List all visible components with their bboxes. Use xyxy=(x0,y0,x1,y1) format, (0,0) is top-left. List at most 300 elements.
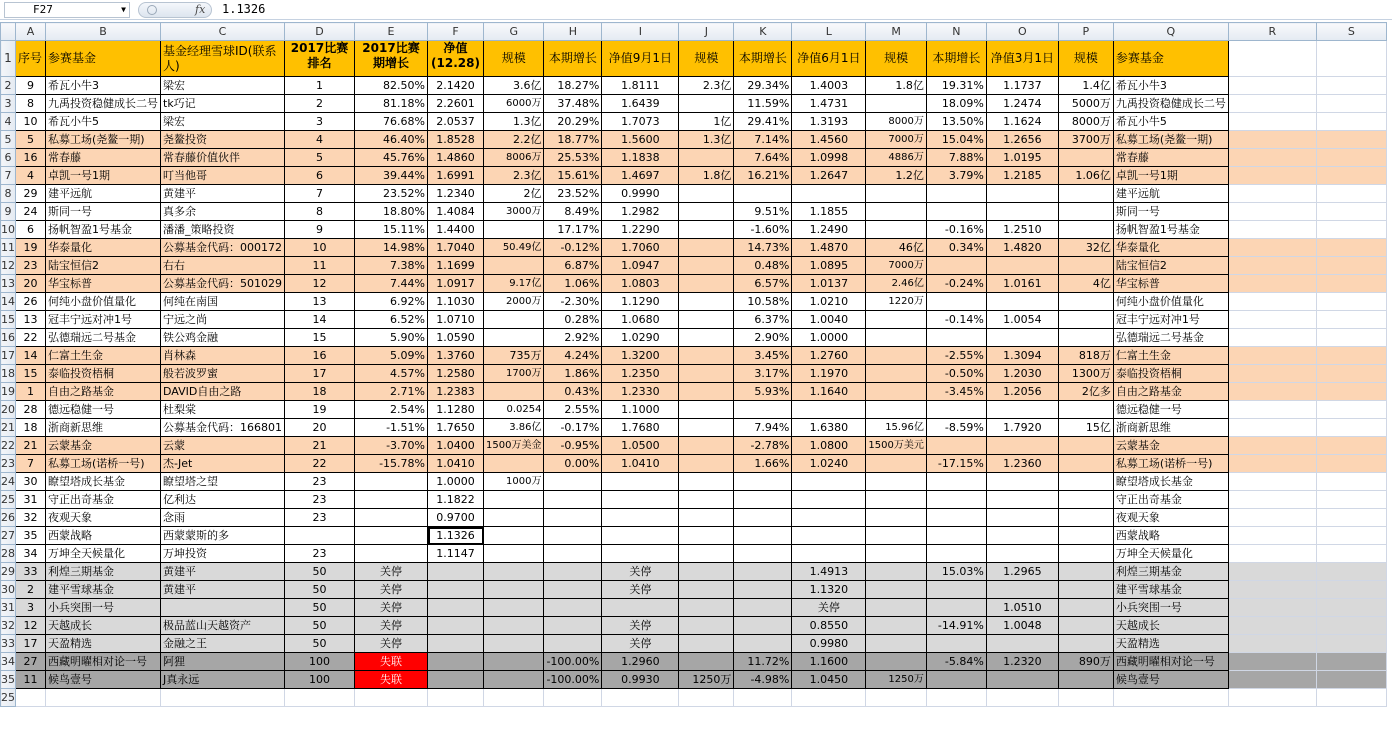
row-header[interactable]: 29 xyxy=(1,563,16,581)
cell[interactable]: 1.2185 xyxy=(986,167,1058,185)
cell[interactable] xyxy=(544,563,602,581)
cell[interactable] xyxy=(679,293,734,311)
cell[interactable]: 1.3亿 xyxy=(484,113,544,131)
cell[interactable]: 2.3亿 xyxy=(679,77,734,95)
cell[interactable] xyxy=(428,671,484,689)
cell[interactable] xyxy=(866,635,926,653)
cell[interactable]: 7.38% xyxy=(355,257,428,275)
cell[interactable] xyxy=(1058,437,1113,455)
cell[interactable]: 关停 xyxy=(355,563,428,581)
cell[interactable]: 15.61% xyxy=(544,167,602,185)
cell[interactable] xyxy=(1058,671,1113,689)
cell[interactable]: 1.2340 xyxy=(428,185,484,203)
column-title[interactable]: 基金经理雪球ID(联系人) xyxy=(161,41,285,77)
cell[interactable]: 1.4亿 xyxy=(1058,77,1113,95)
cell[interactable]: -0.14% xyxy=(926,311,986,329)
cell[interactable]: 极品蓝山天越资产 xyxy=(161,617,285,635)
column-header-b[interactable]: B xyxy=(46,23,161,41)
cell[interactable]: 候鸟壹号 xyxy=(46,671,161,689)
cell[interactable] xyxy=(926,491,986,509)
cell[interactable]: 斯同一号 xyxy=(1113,203,1228,221)
chevron-down-icon[interactable]: ▼ xyxy=(121,5,126,14)
cell[interactable]: tk巧记 xyxy=(161,95,285,113)
column-header-p[interactable]: P xyxy=(1058,23,1113,41)
cell[interactable] xyxy=(1316,437,1386,455)
cell[interactable]: DAVID自由之路 xyxy=(161,383,285,401)
cell[interactable] xyxy=(1316,509,1386,527)
cell[interactable] xyxy=(1228,599,1316,617)
cell[interactable]: 1250万 xyxy=(679,671,734,689)
cell[interactable]: 1.1640 xyxy=(792,383,866,401)
cell[interactable] xyxy=(926,689,986,707)
cell[interactable] xyxy=(986,203,1058,221)
cell[interactable] xyxy=(1228,617,1316,635)
cell[interactable]: 18.09% xyxy=(926,95,986,113)
cell[interactable] xyxy=(679,185,734,203)
cell[interactable]: 3.86亿 xyxy=(484,419,544,437)
cell[interactable]: 华泰量化 xyxy=(1113,239,1228,257)
cell[interactable]: -0.17% xyxy=(544,419,602,437)
cell[interactable]: 12 xyxy=(16,617,46,635)
cell[interactable] xyxy=(1228,149,1316,167)
cell[interactable]: 1.2656 xyxy=(986,131,1058,149)
cell[interactable] xyxy=(1316,329,1386,347)
row-header[interactable]: 20 xyxy=(1,401,16,419)
cell[interactable] xyxy=(544,527,602,545)
cell[interactable]: 2.92% xyxy=(544,329,602,347)
cell[interactable]: 私募工场(尧鳌一期) xyxy=(46,131,161,149)
cell[interactable] xyxy=(679,257,734,275)
cell[interactable]: 5 xyxy=(16,131,46,149)
cell[interactable]: 2 xyxy=(16,581,46,599)
cell[interactable] xyxy=(792,185,866,203)
column-title[interactable]: 2017比赛排名 xyxy=(285,41,355,77)
cell[interactable]: 13.50% xyxy=(926,113,986,131)
cell[interactable]: 1.1030 xyxy=(428,293,484,311)
cell[interactable]: 1.0895 xyxy=(792,257,866,275)
cell[interactable] xyxy=(544,617,602,635)
cell[interactable]: 自由之路基金 xyxy=(46,383,161,401)
cell[interactable] xyxy=(544,689,602,707)
cell[interactable]: 23 xyxy=(285,491,355,509)
cell[interactable] xyxy=(679,545,734,563)
cell[interactable]: 1.8111 xyxy=(602,77,679,95)
column-header-f[interactable]: F xyxy=(428,23,484,41)
cell[interactable]: 弘德瑞远二号基金 xyxy=(46,329,161,347)
cell[interactable]: 冠丰宁远对冲1号 xyxy=(1113,311,1228,329)
cell[interactable] xyxy=(428,581,484,599)
cell[interactable]: 23 xyxy=(285,509,355,527)
cell[interactable] xyxy=(1228,311,1316,329)
cell[interactable]: 1.8亿 xyxy=(866,77,926,95)
cell[interactable]: 2.0537 xyxy=(428,113,484,131)
cell[interactable]: 1.2亿 xyxy=(866,167,926,185)
cell[interactable] xyxy=(484,689,544,707)
cell[interactable] xyxy=(1228,491,1316,509)
row-header[interactable]: 2 xyxy=(1,77,16,95)
cell[interactable]: 1.0803 xyxy=(602,275,679,293)
cell[interactable] xyxy=(734,185,792,203)
cell[interactable] xyxy=(866,545,926,563)
cell[interactable]: 建平远航 xyxy=(46,185,161,203)
cell[interactable]: 34 xyxy=(16,545,46,563)
cell[interactable] xyxy=(1058,563,1113,581)
cell[interactable]: -0.50% xyxy=(926,365,986,383)
cell[interactable]: 万坤全天候量化 xyxy=(1113,545,1228,563)
cell[interactable] xyxy=(1228,689,1316,707)
cell[interactable]: -5.84% xyxy=(926,653,986,671)
cell[interactable] xyxy=(1228,329,1316,347)
cell[interactable]: 1000万 xyxy=(484,473,544,491)
cell[interactable] xyxy=(484,617,544,635)
cell[interactable]: 黄建平 xyxy=(161,563,285,581)
cell[interactable]: 7000万 xyxy=(866,131,926,149)
row-header[interactable]: 30 xyxy=(1,581,16,599)
cell[interactable] xyxy=(679,365,734,383)
cell[interactable]: 18.27% xyxy=(544,77,602,95)
cell[interactable]: 弘德瑞远二号基金 xyxy=(1113,329,1228,347)
cell[interactable] xyxy=(1228,95,1316,113)
cell[interactable] xyxy=(544,545,602,563)
cell[interactable] xyxy=(679,239,734,257)
cell[interactable]: 26 xyxy=(16,293,46,311)
cell[interactable]: 0.9700 xyxy=(428,509,484,527)
cell[interactable] xyxy=(679,95,734,113)
cell[interactable]: 890万 xyxy=(1058,653,1113,671)
cell[interactable] xyxy=(986,527,1058,545)
column-title[interactable]: 规模 xyxy=(484,41,544,77)
cell[interactable] xyxy=(679,347,734,365)
cell[interactable]: 冠丰宁远对冲1号 xyxy=(46,311,161,329)
cell[interactable]: 小兵突围一号 xyxy=(1113,599,1228,617)
column-header-l[interactable]: L xyxy=(792,23,866,41)
cell[interactable]: 守正出奇基金 xyxy=(1113,491,1228,509)
cell[interactable]: 1.1280 xyxy=(428,401,484,419)
cell[interactable] xyxy=(1316,527,1386,545)
cell[interactable]: 30 xyxy=(16,473,46,491)
row-header[interactable]: 14 xyxy=(1,293,16,311)
cell[interactable]: 关停 xyxy=(602,635,679,653)
cell[interactable]: 夜观天象 xyxy=(46,509,161,527)
expand-icon[interactable] xyxy=(147,5,157,15)
cell[interactable]: 1.0210 xyxy=(792,293,866,311)
cell[interactable]: 0.28% xyxy=(544,311,602,329)
name-box[interactable] xyxy=(4,2,130,18)
column-title[interactable]: 本期增长 xyxy=(926,41,986,77)
cell[interactable] xyxy=(866,473,926,491)
formula-input[interactable]: 1.1326 xyxy=(222,2,266,16)
cell[interactable] xyxy=(1228,527,1316,545)
cell[interactable]: 21 xyxy=(16,437,46,455)
cell[interactable]: 2亿多 xyxy=(1058,383,1113,401)
cell[interactable]: 0.43% xyxy=(544,383,602,401)
column-title[interactable]: 规模 xyxy=(1058,41,1113,77)
cell[interactable]: 卓凯一号1期 xyxy=(1113,167,1228,185)
row-header[interactable]: 3 xyxy=(1,95,16,113)
cell[interactable] xyxy=(679,491,734,509)
cell[interactable] xyxy=(986,671,1058,689)
cell[interactable]: 1.2350 xyxy=(602,365,679,383)
cell[interactable]: 1.1699 xyxy=(428,257,484,275)
cell[interactable] xyxy=(926,293,986,311)
cell[interactable] xyxy=(484,599,544,617)
cell[interactable]: 1.0054 xyxy=(986,311,1058,329)
cell[interactable]: 九禹投资稳健成长二号 xyxy=(1113,95,1228,113)
cell[interactable]: 5000万 xyxy=(1058,95,1113,113)
cell[interactable] xyxy=(986,509,1058,527)
row-header[interactable]: 33 xyxy=(1,635,16,653)
cell[interactable]: 1220万 xyxy=(866,293,926,311)
cell[interactable] xyxy=(1228,563,1316,581)
cell[interactable] xyxy=(484,545,544,563)
cell[interactable]: 14 xyxy=(16,347,46,365)
cell[interactable]: 1.1290 xyxy=(602,293,679,311)
cell[interactable]: 0.9990 xyxy=(602,185,679,203)
cell[interactable]: 关停 xyxy=(355,581,428,599)
cell[interactable] xyxy=(926,581,986,599)
cell[interactable]: -0.16% xyxy=(926,221,986,239)
cell[interactable]: 私募工场(尧鳌一期) xyxy=(1113,131,1228,149)
cell[interactable] xyxy=(866,383,926,401)
cell[interactable] xyxy=(1228,77,1316,95)
row-header[interactable]: 22 xyxy=(1,437,16,455)
cell[interactable] xyxy=(484,383,544,401)
cell[interactable]: 100 xyxy=(285,671,355,689)
cell[interactable] xyxy=(1228,437,1316,455)
cell[interactable] xyxy=(679,383,734,401)
cell[interactable]: 23.52% xyxy=(355,185,428,203)
cell[interactable]: 13 xyxy=(285,293,355,311)
cell[interactable] xyxy=(679,653,734,671)
cell[interactable]: 建平远航 xyxy=(1113,185,1228,203)
cell[interactable] xyxy=(484,221,544,239)
cell[interactable] xyxy=(1228,635,1316,653)
cell[interactable] xyxy=(1316,419,1386,437)
cell[interactable]: 3.6亿 xyxy=(484,77,544,95)
column-title[interactable]: 参赛基金 xyxy=(46,41,161,77)
row-header[interactable]: 7 xyxy=(1,167,16,185)
cell[interactable] xyxy=(1316,95,1386,113)
cell[interactable]: 梁宏 xyxy=(161,77,285,95)
cell[interactable] xyxy=(1228,347,1316,365)
cell[interactable]: 3 xyxy=(16,599,46,617)
cell[interactable]: 公募基金代码：501029 xyxy=(161,275,285,293)
cell[interactable]: 1.2982 xyxy=(602,203,679,221)
cell[interactable]: 德远稳健一号 xyxy=(46,401,161,419)
cell[interactable] xyxy=(1316,131,1386,149)
cell[interactable]: 1.0000 xyxy=(428,473,484,491)
cell[interactable] xyxy=(1316,149,1386,167)
cell[interactable]: 1.1970 xyxy=(792,365,866,383)
cell[interactable]: 18 xyxy=(16,419,46,437)
cell[interactable]: 5.90% xyxy=(355,329,428,347)
cell[interactable]: -1.51% xyxy=(355,419,428,437)
cell[interactable]: 1.4870 xyxy=(792,239,866,257)
row-header[interactable]: 35 xyxy=(1,671,16,689)
cell[interactable]: 3.79% xyxy=(926,167,986,185)
cell[interactable]: 希瓦小牛5 xyxy=(1113,113,1228,131)
cell[interactable] xyxy=(679,689,734,707)
cell[interactable]: -3.45% xyxy=(926,383,986,401)
cell[interactable]: 6.52% xyxy=(355,311,428,329)
cell[interactable] xyxy=(161,689,285,707)
column-title[interactable]: 净值(12.28) xyxy=(428,41,484,77)
cell[interactable] xyxy=(1058,581,1113,599)
cell[interactable]: 1.0710 xyxy=(428,311,484,329)
cell[interactable] xyxy=(544,581,602,599)
cell[interactable]: 1.8亿 xyxy=(679,167,734,185)
cell[interactable]: 关停 xyxy=(792,599,866,617)
cell[interactable]: 3700万 xyxy=(1058,131,1113,149)
cell[interactable]: 0.9930 xyxy=(602,671,679,689)
cell[interactable] xyxy=(355,509,428,527)
row-header[interactable]: 19 xyxy=(1,383,16,401)
cell[interactable]: 1.0195 xyxy=(986,149,1058,167)
cell[interactable]: 1.3760 xyxy=(428,347,484,365)
cell[interactable] xyxy=(1058,311,1113,329)
row-header[interactable]: 25 xyxy=(1,491,16,509)
row-header[interactable]: 11 xyxy=(1,239,16,257)
cell[interactable]: 夜观天象 xyxy=(1113,509,1228,527)
cell[interactable]: 1.0947 xyxy=(602,257,679,275)
cell[interactable] xyxy=(1316,599,1386,617)
cell[interactable]: 1 xyxy=(16,383,46,401)
cell[interactable]: 2.54% xyxy=(355,401,428,419)
row-header[interactable]: 8 xyxy=(1,185,16,203)
row-header[interactable]: 6 xyxy=(1,149,16,167)
cell[interactable]: -2.30% xyxy=(544,293,602,311)
cell[interactable] xyxy=(1058,509,1113,527)
cell[interactable] xyxy=(866,455,926,473)
cell[interactable]: 25.53% xyxy=(544,149,602,167)
cell[interactable]: 1.1000 xyxy=(602,401,679,419)
cell[interactable]: -0.12% xyxy=(544,239,602,257)
cell[interactable] xyxy=(926,509,986,527)
cell[interactable]: 50 xyxy=(285,635,355,653)
cell[interactable] xyxy=(1316,185,1386,203)
cell[interactable] xyxy=(1228,653,1316,671)
column-header-g[interactable]: G xyxy=(484,23,544,41)
cell[interactable]: 9.17亿 xyxy=(484,275,544,293)
cell[interactable]: 扬帆智盈1号基金 xyxy=(1113,221,1228,239)
cell[interactable] xyxy=(484,257,544,275)
cell[interactable] xyxy=(986,491,1058,509)
row-header[interactable]: 31 xyxy=(1,599,16,617)
cell[interactable]: 西藏明曜相对论一号 xyxy=(1113,653,1228,671)
cell[interactable]: 2.2亿 xyxy=(484,131,544,149)
cell[interactable]: 8000万 xyxy=(1058,113,1113,131)
cell[interactable]: 1.4860 xyxy=(428,149,484,167)
cell[interactable] xyxy=(1058,257,1113,275)
cell[interactable] xyxy=(484,311,544,329)
cell[interactable]: 9 xyxy=(285,221,355,239)
cell[interactable] xyxy=(1316,401,1386,419)
cell[interactable]: 失联 xyxy=(355,671,428,689)
cell[interactable] xyxy=(986,257,1058,275)
column-title[interactable]: 序号 xyxy=(16,41,46,77)
cell[interactable]: 1.4560 xyxy=(792,131,866,149)
cell[interactable]: 关停 xyxy=(602,581,679,599)
cell[interactable] xyxy=(792,545,866,563)
cell[interactable] xyxy=(1228,185,1316,203)
cell[interactable] xyxy=(428,599,484,617)
cell[interactable]: 1.0240 xyxy=(792,455,866,473)
cell[interactable] xyxy=(1058,689,1113,707)
cell[interactable]: -3.70% xyxy=(355,437,428,455)
cell[interactable]: 守正出奇基金 xyxy=(46,491,161,509)
cell[interactable] xyxy=(484,509,544,527)
row-header[interactable]: 4 xyxy=(1,113,16,131)
cell[interactable] xyxy=(1316,545,1386,563)
cell[interactable]: -0.24% xyxy=(926,275,986,293)
cell[interactable]: 8006万 xyxy=(484,149,544,167)
cell[interactable]: 9 xyxy=(16,77,46,95)
cell[interactable] xyxy=(355,527,428,545)
cell[interactable]: 1.0000 xyxy=(792,329,866,347)
cell[interactable]: 1.7040 xyxy=(428,239,484,257)
cell[interactable]: -1.60% xyxy=(734,221,792,239)
row-header[interactable]: 27 xyxy=(1,527,16,545)
cell[interactable]: 27 xyxy=(16,653,46,671)
cell[interactable] xyxy=(1058,329,1113,347)
cell[interactable]: 4 xyxy=(285,131,355,149)
cell[interactable] xyxy=(679,221,734,239)
cell[interactable]: 斯同一号 xyxy=(46,203,161,221)
cell[interactable]: 24 xyxy=(16,203,46,221)
cell[interactable]: 735万 xyxy=(484,347,544,365)
cell[interactable]: 1.7680 xyxy=(602,419,679,437)
cell[interactable] xyxy=(1316,257,1386,275)
cell[interactable] xyxy=(1316,365,1386,383)
cell[interactable]: 23 xyxy=(285,545,355,563)
cell[interactable]: 黄建平 xyxy=(161,581,285,599)
cell[interactable] xyxy=(679,401,734,419)
cell[interactable] xyxy=(926,527,986,545)
cell[interactable] xyxy=(1058,527,1113,545)
cell[interactable]: 1.2490 xyxy=(792,221,866,239)
cell[interactable]: 希瓦小牛3 xyxy=(46,77,161,95)
cell[interactable] xyxy=(866,527,926,545)
cell[interactable] xyxy=(986,689,1058,707)
cell[interactable] xyxy=(986,581,1058,599)
cell[interactable] xyxy=(484,491,544,509)
cell[interactable] xyxy=(734,491,792,509)
cell[interactable] xyxy=(734,527,792,545)
cell[interactable]: 天越成长 xyxy=(46,617,161,635)
cell[interactable]: 6 xyxy=(285,167,355,185)
cell[interactable]: 1.1147 xyxy=(428,545,484,563)
cell[interactable]: 华泰量化 xyxy=(46,239,161,257)
cell[interactable]: 15.11% xyxy=(355,221,428,239)
cell[interactable] xyxy=(926,257,986,275)
cell[interactable]: 4亿 xyxy=(1058,275,1113,293)
cell[interactable] xyxy=(986,293,1058,311)
column-title[interactable]: 2017比赛期增长 xyxy=(355,41,428,77)
cell[interactable] xyxy=(16,689,46,707)
cell[interactable] xyxy=(602,527,679,545)
cell[interactable] xyxy=(1228,257,1316,275)
column-header-c[interactable]: C xyxy=(161,23,285,41)
cell[interactable] xyxy=(679,329,734,347)
cell[interactable]: -15.78% xyxy=(355,455,428,473)
cell[interactable]: 金融之王 xyxy=(161,635,285,653)
cell[interactable]: 1.2290 xyxy=(602,221,679,239)
cell[interactable] xyxy=(1228,473,1316,491)
cell[interactable]: 32 xyxy=(16,509,46,527)
cell[interactable]: 何纯小盘价值量化 xyxy=(1113,293,1228,311)
cell[interactable]: 31 xyxy=(16,491,46,509)
cell[interactable] xyxy=(1316,113,1386,131)
